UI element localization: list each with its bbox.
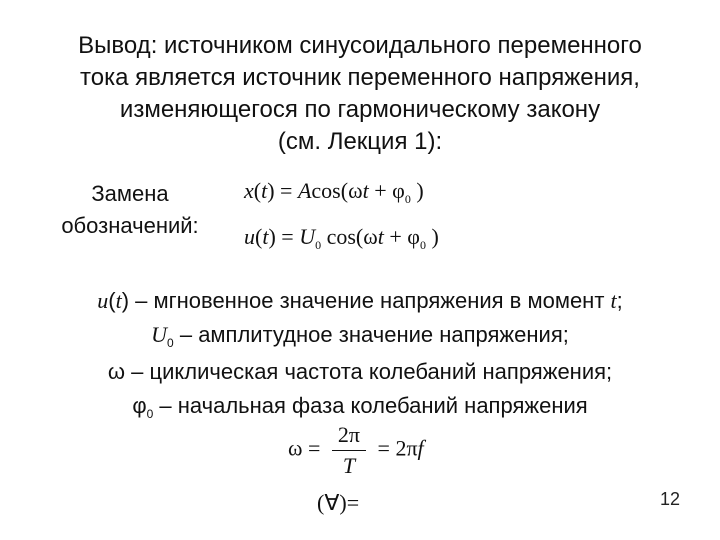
replacement-line-1: Замена xyxy=(91,181,169,206)
definition-phi0 xyxy=(0,389,720,426)
slide-heading xyxy=(0,30,720,158)
definition-u-t: u(t) – мгновенное значение напряжения в момент t; xyxy=(97,288,623,313)
formula1-arg: t xyxy=(261,178,268,203)
replacement-label xyxy=(40,178,220,242)
formula-x-t: $x(t) = Acos(\omega t + \varphi_0$ ) xyxy=(244,178,424,206)
omega-denominator: T xyxy=(342,453,356,478)
formula-u-t: $u(t) = U_0$ $\cos(\omega t + \varphi_0$ ) xyxy=(244,224,439,252)
def1-end: ; xyxy=(616,288,623,313)
omega-eq-1: = xyxy=(307,435,321,461)
heading-line-1: Вывод: источником синусоидального переменного xyxy=(78,32,642,59)
def1-t: t xyxy=(610,288,617,313)
def2-text: – амплитудное значение напряжения; xyxy=(173,322,569,347)
def4-text: – начальная фаза колебаний напряжения xyxy=(153,393,588,418)
formula1-func: cos( xyxy=(311,178,349,203)
def4-sym: φ xyxy=(132,393,147,418)
page-number: 12 xyxy=(659,489,680,509)
formula2-amp: U xyxy=(299,224,316,249)
formula2-lhs: u xyxy=(244,224,255,249)
formula2-amp-sub: 0 xyxy=(315,238,322,252)
formula-bottom xyxy=(317,490,359,516)
formula1-lhs: x xyxy=(244,178,254,203)
definition-u0 xyxy=(0,318,720,355)
heading-line-2: тока является источник переменного напряжения, xyxy=(80,64,640,91)
heading-line-3: изменяющегося по гармоническому закону xyxy=(119,96,601,123)
formula2-arg: t xyxy=(262,224,269,249)
def1-sym: u xyxy=(97,288,109,313)
formula2-t: t xyxy=(377,224,384,249)
heading-line-4: (см. Лекция 1): xyxy=(277,128,443,155)
definitions-block xyxy=(0,284,720,426)
def4-sub: 0 xyxy=(146,407,154,421)
formula1-eq: = xyxy=(280,178,293,203)
def1-arg: t xyxy=(115,288,122,313)
formula2-phi-sub: 0 xyxy=(419,238,426,252)
omega-fraction xyxy=(332,422,366,479)
omega-numerator: 2π xyxy=(332,422,366,451)
definition-omega: ω – циклическая частота колебаний напряжения; xyxy=(107,359,613,384)
def2-sym: U xyxy=(151,322,168,347)
replacement-line-2: обозначений: xyxy=(61,213,199,238)
omega-eq-2: = xyxy=(377,435,390,461)
formula2-plus: + xyxy=(389,224,402,249)
omega-rhs: 2π xyxy=(395,435,418,461)
formula-omega xyxy=(288,422,424,479)
formula2-omega: ω xyxy=(363,224,378,249)
formula1-close: ) xyxy=(416,178,424,203)
formula1-t: t xyxy=(362,178,369,203)
formula2-eq: = xyxy=(281,224,294,249)
formula2-close: ) xyxy=(431,224,439,249)
formula1-phi: φ xyxy=(392,178,405,203)
formula2-func: cos( xyxy=(326,224,364,249)
omega-f: f xyxy=(417,435,424,461)
formula1-omega: ω xyxy=(348,178,363,203)
omega-symbol: ω xyxy=(288,435,303,461)
formula1-plus: + xyxy=(374,178,387,203)
formula1-amp: A xyxy=(297,178,312,203)
def2-sub: 0 xyxy=(167,336,174,350)
formula2-phi: φ xyxy=(407,224,420,249)
bottom-formula-text: (∀)= xyxy=(317,490,360,515)
formula1-phi-sub: 0 xyxy=(404,192,411,206)
def1-text: – мгновенное значение напряжения в момент xyxy=(129,288,611,313)
